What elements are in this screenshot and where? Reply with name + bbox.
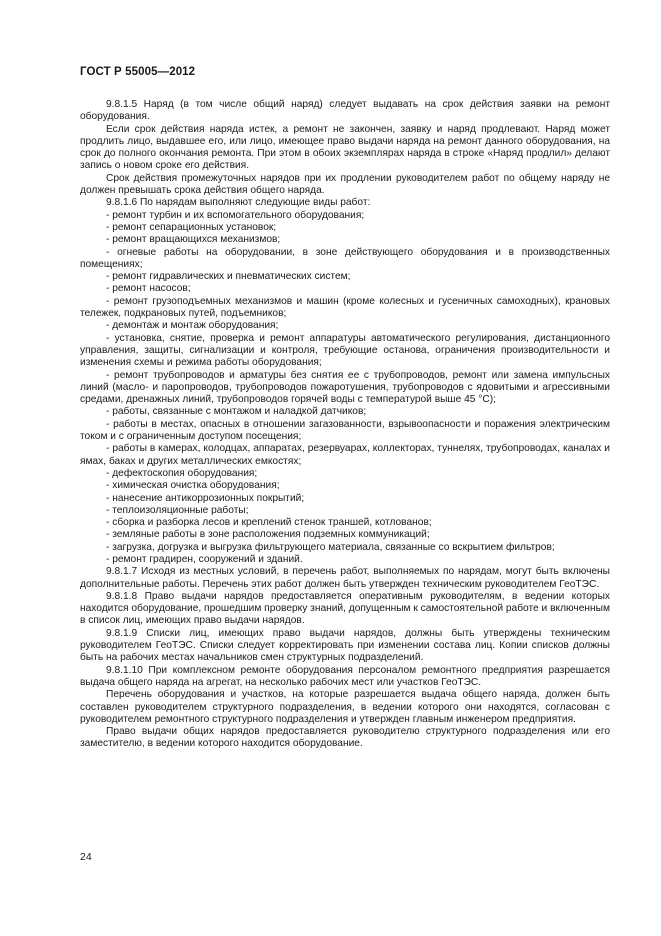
list-item: - загрузка, догрузка и выгрузка фильтрующего материала, связанные со вскрытием фильтров;	[106, 541, 555, 553]
paragraph: 9.8.1.9 Списки лиц, имеющих право выдачи нарядов, должны быть утверждены техническим руководителем ГеоТЭС. Списки следует корректировать при изменении состава лиц. Копии списков должны быть на рабочих местах начальников смен структурных подразделений.	[80, 627, 610, 664]
list-item: - работы, связанные с монтажом и наладкой датчиков;	[106, 406, 367, 418]
paragraph: Перечень оборудования и участков, на которые разрешается выдача общего наряда, должен быть составлен руководителем структурного подразделения, в ведении которого они находятся, согласован с руководителем ремонтного структурного подразделения и утвержден главным инженером предприятия.	[80, 689, 610, 725]
list-item: - огневые работы на оборудовании, в зоне действующего оборудования и в производственных помещениях;	[80, 246, 610, 270]
list-item: - сборка и разборка лесов и креплений стенок траншей, котлованов;	[106, 517, 432, 529]
paragraph: Право выдачи общих нарядов предоставляется руководителю структурного подразделения или его заместителю, в ведении которого находится оборудование.	[80, 726, 610, 750]
document-header: ГОСТ Р 55005—2012	[80, 66, 196, 78]
list-item: - ремонт турбин и их вспомогательного оборудования;	[106, 209, 365, 221]
list-item: - дефектоскопия оборудования;	[106, 467, 258, 479]
paragraph: 9.8.1.6 По нарядам выполняют следующие виды работ:	[106, 197, 371, 209]
list-item: - теплоизоляционные работы;	[106, 504, 249, 516]
paragraph: 9.8.1.5 Наряд (в том числе общий наряд) следует выдавать на срок действия заявки на ремонт оборудования.	[80, 99, 610, 123]
list-item: - работы в местах, опасных в отношении загазованности, взрывоопасности и поражения электрическим током и с ограниченным доступом посещения;	[80, 418, 610, 443]
list-item: - ремонт гидравлических и пневматических систем;	[106, 271, 351, 283]
list-item: - работы в камерах, колодцах, аппаратах, резервуарах, коллекторах, туннелях, трубопроводах, каналах и ямах, баках и других металлических емкостях;	[80, 443, 610, 467]
list-item: - ремонт градирен, сооружений и зданий.	[106, 553, 303, 565]
list-item: - демонтаж и монтаж оборудования;	[106, 320, 279, 332]
document-body	[80, 99, 610, 751]
paragraph: 9.8.1.8 Право выдачи нарядов предоставляется оперативным руководителям, в ведении которых находится оборудование, прошедшим проверку знаний, допущенным к самостоятельной работе и включенным в список лиц, имеющих право выдачи нарядов.	[80, 590, 610, 627]
paragraph: Срок действия промежуточных нарядов при их продлении руководителем работ по общему наряду не должен превышать срока действия общего наряда.	[80, 172, 610, 197]
list-item: - ремонт сепарационных установок;	[106, 221, 277, 233]
list-item: - ремонт вращающихся механизмов;	[106, 234, 281, 246]
list-item: - земляные работы в зоне расположения подземных коммуникаций;	[106, 529, 430, 541]
list-item: - химическая очистка оборудования;	[106, 480, 280, 492]
list-item: - ремонт насосов;	[106, 283, 191, 295]
list-item: - установка, снятие, проверка и ремонт аппаратуры автоматического регулирования, дистанционного управления, защиты, сигнализации и контроля, требующие останова, ограничения производительности и изменения схемы и режима работы оборудования;	[80, 332, 610, 369]
paragraph: Если срок действия наряда истек, а ремонт не закончен, заявку и наряд продлевают. Наряд может продлить лицо, выдавшее его, или лицо, имеющее право выдачи наряда на ремонт данного оборудования, на срок до полного окончания ремонта. При этом в обоих экземплярах наряда в строке «Наряд продлил» делают запись о новом сроке его действия.	[80, 123, 610, 172]
list-item: - ремонт трубопроводов и арматуры без снятия ее с трубопроводов, ремонт или замена импульсных линий (масло- и паропроводов, трубопроводов пожаротушения, трубопроводов с ядовитыми и агрессивными средами, дренажных линий, трубопроводов горячей воды с температурой выше 45 °С);	[80, 369, 610, 406]
list-item: - ремонт грузоподъемных механизмов и машин (кроме колесных и гусеничных самоходных), крановых тележек, подкрановых путей, подъемников;	[80, 295, 610, 320]
list-item: - нанесение антикоррозионных покрытий;	[106, 492, 305, 504]
page-number: 24	[80, 851, 92, 863]
paragraph: 9.8.1.7 Исходя из местных условий, в перечень работ, выполняемых по нарядам, могут быть включены дополнительные работы. Перечень этих работ должен быть утвержден техническим руководителем ГеоТЭС.	[80, 566, 610, 590]
paragraph: 9.8.1.10 При комплексном ремонте оборудования персоналом ремонтного предприятия разрешается выдача общего наряда на агрегат, на несколько рабочих мест или участков ГеоТЭС.	[80, 664, 610, 688]
